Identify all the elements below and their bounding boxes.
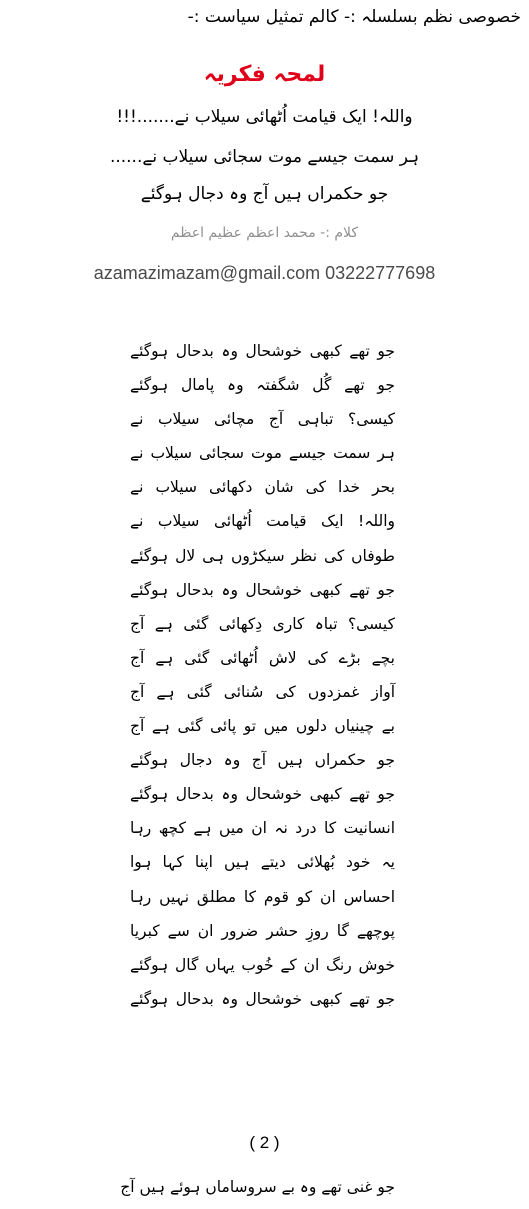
poem-line: پوچھے گا روزِ حشر ضرور ان سے کبریا (130, 921, 395, 940)
poem-line: خوش رنگ ان کے خُوب یہاں گال ہوگئے (130, 955, 395, 974)
poem-line: انسانیت کا درد نہ ان میں ہے کچھ رہا (130, 819, 395, 838)
intro-line-2: ہر سمت جیسے موت سجائی سیلاب نے...... (109, 147, 420, 167)
poem-title: لمحہ فکریہ (203, 62, 326, 87)
poem-line: بچے بڑے کی لاش اُٹھائی گئی ہے آج (130, 648, 395, 667)
poem-line: جو تھے گُل شگفتہ وہ پامال ہوگئے (130, 376, 395, 395)
poem-line: طوفاں کی نظر سیکڑوں ہی لال ہوگئے (130, 546, 395, 565)
poem-line: کیسی؟ تباہ کاری دِکھائی گئی ہے آج (130, 614, 395, 633)
intro-line-3: جو حکمراں ہیں آج وہ دجال ہوگئے (140, 184, 389, 204)
column-series-header: خصوصی نظم بسلسلہ :- کالم تمثیل سیاست :- (187, 7, 521, 27)
poem-line: جو تھے کبھی خوشحال وہ بدحال ہوگئے (130, 580, 395, 599)
poem-verses (130, 334, 395, 1016)
poem-line: جو تھے کبھی خوشحال وہ بدحال ہوگئے (130, 989, 395, 1008)
poem-line: کیسی؟ تباہی آج مچائی سیلاب نے (130, 410, 395, 429)
poem-line: جو تھے کبھی خوشحال وہ بدحال ہوگئے (130, 785, 395, 804)
poem-line-continued: جو غنی تھے وہ بے سروساماں ہوئے ہیں آج (120, 1178, 395, 1196)
poem-line: ہر سمت جیسے موت سجائی سیلاب نے (130, 444, 395, 463)
poem-line: آواز غمزدوں کی سُنائی گئی ہے آج (130, 682, 395, 701)
poem-line: احساس ان کو قوم کا مطلق نہیں رہا (130, 887, 395, 906)
poem-line: جو حکمراں ہیں آج وہ دجال ہوگئے (130, 751, 395, 770)
poem-line: واللہ! ایک قیامت اُٹھائی سیلاب نے (130, 512, 395, 531)
poem-line: جو تھے کبھی خوشحال وہ بدحال ہوگئے (130, 342, 395, 360)
intro-line-1: واللہ! ایک قیامت اُٹھائی سیلاب نے.......!!! (116, 107, 413, 127)
poem-line: بحر خدا کی شان دکھائی سیلاب نے (130, 478, 395, 497)
poem-line: بے چینیاں دلوں میں تو پائی گئی ہے آج (130, 717, 395, 736)
poem-line: یہ خود بُھلائی دیتے ہیں اپنا کہا ہوا (130, 853, 395, 872)
poet-byline: کلام :- محمد اعظم عظیم اعظم (170, 225, 359, 241)
part-number: ( 2 ) (249, 1133, 280, 1152)
contact-email-phone: azamazimazam@gmail.com 03222777698 (93, 263, 436, 283)
